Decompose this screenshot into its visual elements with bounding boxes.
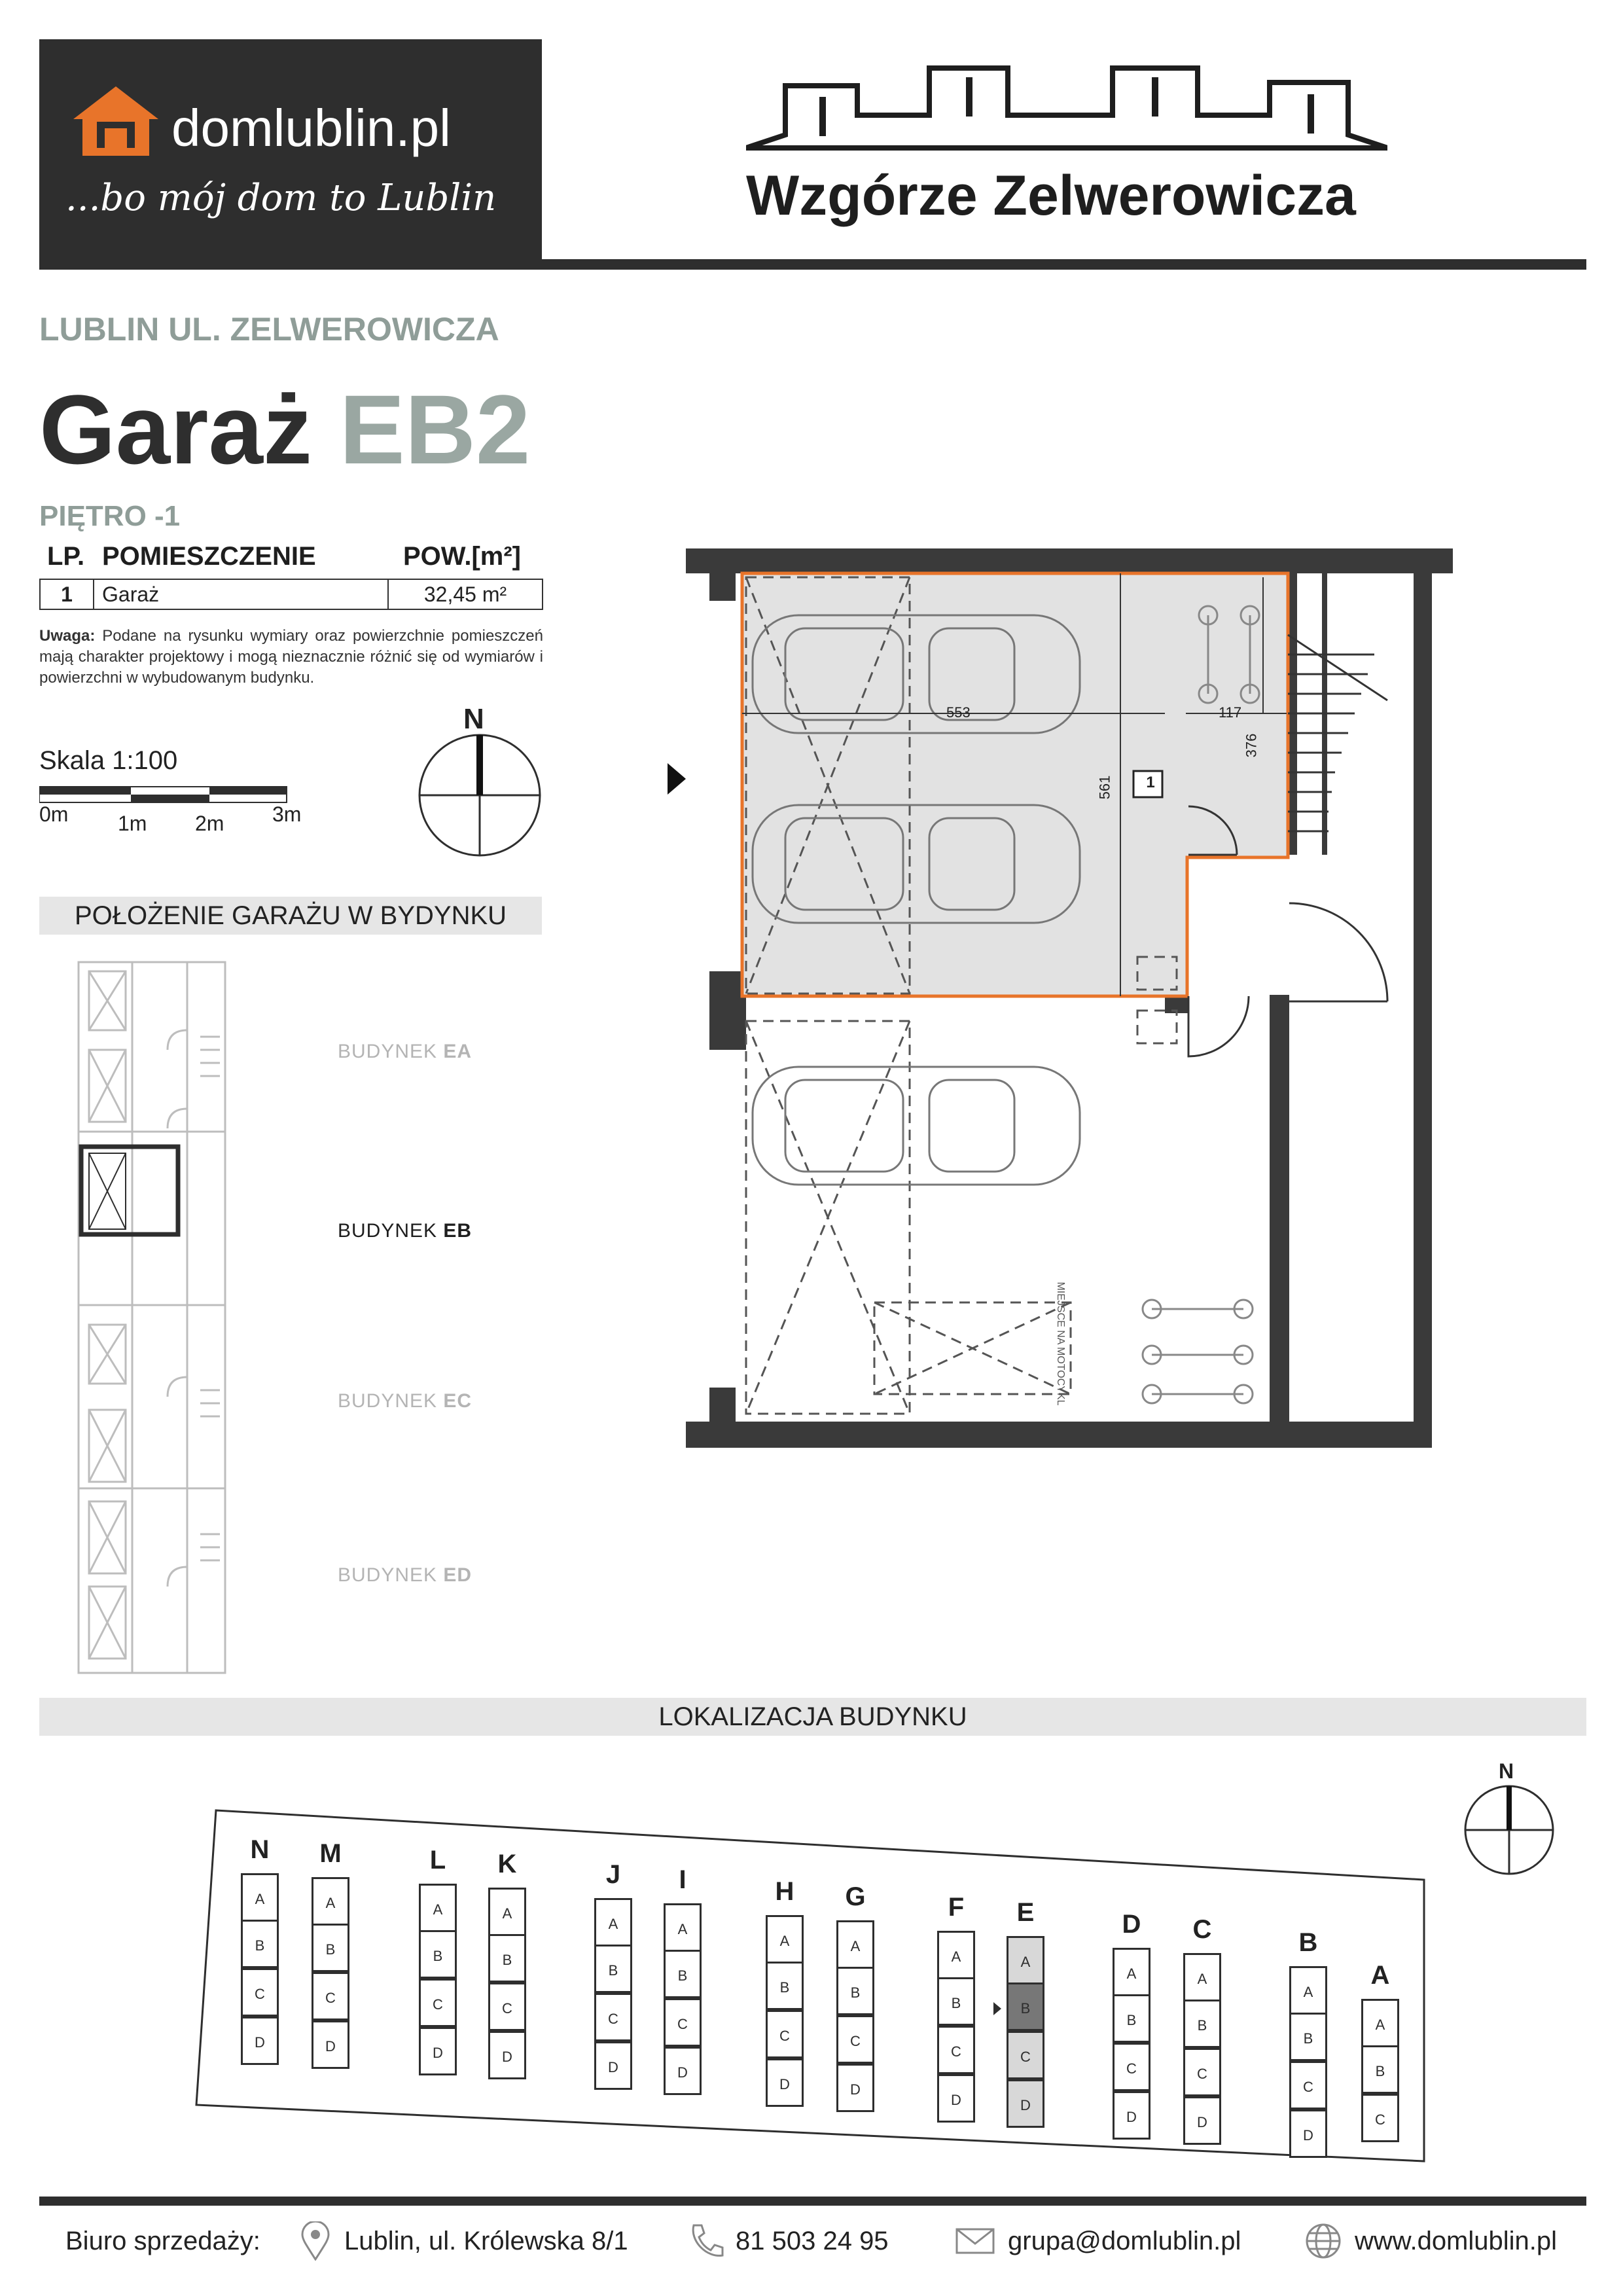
- site-building-segment: D: [419, 2027, 457, 2075]
- site-building-segment: B: [1361, 2045, 1399, 2094]
- site-building-segment: C: [836, 2015, 874, 2064]
- note: [39, 626, 543, 689]
- scale-tick-2: 2m: [195, 812, 224, 835]
- row-room: Garaż: [102, 583, 160, 606]
- site-building-segment: B: [419, 1930, 457, 1979]
- garage-eb2-area: [742, 573, 1288, 996]
- site-building-segment: B: [1289, 2013, 1327, 2061]
- building-eb-label: BUDYNEK EB: [338, 1220, 473, 1242]
- scale-tick-0: 0m: [39, 802, 69, 826]
- site-building-segment: B: [766, 1962, 804, 2010]
- site-building-segment: D: [836, 2064, 874, 2112]
- dim-376: 376: [1243, 733, 1260, 758]
- site-building-letter: M: [319, 1839, 342, 1868]
- compass-icon: [1463, 1784, 1555, 1876]
- compass2-north-label: N: [1499, 1759, 1514, 1783]
- site-building-segment: C: [766, 2010, 804, 2058]
- floor-label: PIĘTRO -1: [39, 500, 181, 532]
- site-building-letter: L: [429, 1846, 446, 1874]
- site-building-segment: A: [1361, 1999, 1399, 2047]
- location-section-title: LOKALIZACJA BUDYNKU: [39, 1698, 1586, 1736]
- email-address[interactable]: grupa@domlublin.pl: [1008, 2227, 1241, 2255]
- building-position-diagram: [76, 958, 228, 1678]
- site-building-segment: C: [1007, 2031, 1044, 2079]
- dim-561: 561: [1096, 775, 1113, 800]
- site-building-segment: B: [836, 1967, 874, 2015]
- site-building-segment: B: [1007, 1982, 1044, 2031]
- site-building-letter: G: [845, 1882, 866, 1911]
- site-building-segment: C: [1113, 2043, 1150, 2091]
- site-building-segment: A: [488, 1888, 526, 1936]
- site-building-segment: D: [664, 2047, 702, 2095]
- dim-117: 117: [1219, 704, 1242, 721]
- site-building-segment: C: [419, 1979, 457, 2027]
- website-url[interactable]: www.domlublin.pl: [1355, 2227, 1558, 2255]
- site-building-segment: A: [241, 1873, 279, 1922]
- title-code: EB2: [339, 374, 531, 484]
- phone-icon: [687, 2223, 724, 2259]
- site-building-letter: F: [948, 1893, 965, 1922]
- site-building-segment: D: [1113, 2091, 1150, 2140]
- site-building-segment: C: [1289, 2061, 1327, 2109]
- site-building-segment: D: [1289, 2109, 1327, 2158]
- site-building-segment: B: [937, 1977, 975, 2026]
- site-building-segment: A: [312, 1877, 349, 1926]
- title-word: Garaż: [39, 374, 312, 484]
- site-building-letter: N: [250, 1835, 270, 1864]
- site-building-segment: D: [766, 2058, 804, 2107]
- dim-553: 553: [946, 704, 971, 721]
- site-building-letter: A: [1370, 1961, 1390, 1990]
- site-building-segment: D: [594, 2041, 632, 2090]
- note-label: Uwaga:: [39, 627, 96, 645]
- site-building-segment: D: [241, 2017, 279, 2065]
- phone-number[interactable]: 81 503 24 95: [736, 2227, 889, 2255]
- scale-tick-1: 1m: [118, 812, 147, 835]
- site-building-segment: B: [594, 1945, 632, 1993]
- site-building-segment: A: [419, 1884, 457, 1932]
- site-building-letter: B: [1298, 1928, 1318, 1957]
- scale-label: Skala 1:100: [39, 746, 178, 775]
- building-ea-label: BUDYNEK EA: [338, 1041, 473, 1062]
- site-building-segment: D: [312, 2020, 349, 2069]
- row-area: 32,45 m²: [423, 583, 507, 606]
- table-header-lp: LP.: [47, 542, 85, 571]
- site-building-segment: D: [937, 2074, 975, 2123]
- moto-label: MIEJSCE NA MOTOCYKL: [1055, 1282, 1066, 1406]
- table-row: [39, 579, 543, 610]
- site-building-letter: J: [605, 1860, 621, 1889]
- house-icon: [68, 82, 164, 161]
- location-pin-icon: [301, 2221, 330, 2261]
- site-building-segment: A: [937, 1931, 975, 1979]
- site-building-segment: C: [1183, 2048, 1221, 2096]
- table-header-room: POMIESZCZENIE: [102, 542, 316, 571]
- sales-office-label: Biuro sprzedaży:: [65, 2227, 260, 2255]
- site-building-segment: C: [241, 1968, 279, 2017]
- location-line: LUBLIN UL. ZELWEROWICZA: [39, 311, 499, 348]
- site-building-letter: C: [1192, 1915, 1212, 1944]
- site-building-segment: B: [241, 1920, 279, 1968]
- site-building-segment: B: [488, 1934, 526, 1982]
- site-building-segment: A: [1289, 1966, 1327, 2015]
- scale-tick-3: 3m: [272, 802, 302, 826]
- position-section-title: POŁOŻENIE GARAŻU W BYDYNKU: [39, 897, 542, 935]
- site-building-segment: D: [1183, 2096, 1221, 2145]
- site-building-letter: K: [497, 1850, 517, 1878]
- site-building-segment: C: [488, 1982, 526, 2031]
- email-icon: [955, 2228, 995, 2254]
- table-header-area: POW.[m²]: [403, 542, 521, 571]
- site-building-letter: D: [1122, 1910, 1141, 1939]
- header-divider: [39, 259, 1586, 270]
- site-building-segment: C: [937, 2026, 975, 2074]
- site-building-letter: H: [775, 1877, 794, 1906]
- site-plan: [194, 1808, 1440, 2164]
- site-building-segment: D: [1007, 2079, 1044, 2128]
- site-building-segment: A: [594, 1898, 632, 1946]
- site-building-segment: A: [1183, 1953, 1221, 2001]
- site-building-segment: B: [664, 1950, 702, 1998]
- site-building-segment: B: [1183, 2000, 1221, 2048]
- note-text: Podane na rysunku wymiary oraz powierzchnie pomieszczeń mają charakter projektowy i mogą nieznacznie różnić się od wymiarów i powierzchni w wybudowanym budynku.: [39, 627, 543, 687]
- building-ed-label: BUDYNEK ED: [338, 1564, 473, 1586]
- stairs-icon: [1288, 635, 1387, 831]
- site-building-segment: A: [836, 1920, 874, 1969]
- compass-north-label: N: [463, 703, 484, 735]
- compass-icon: [418, 733, 542, 857]
- site-building-segment: C: [594, 1993, 632, 2041]
- site-building-segment: C: [1361, 2094, 1399, 2142]
- skyline-icon: [746, 63, 1387, 154]
- page-title: [39, 373, 530, 486]
- globe-icon: [1305, 2223, 1342, 2259]
- site-building-letter: E: [1016, 1898, 1035, 1927]
- site-building-segment: A: [766, 1915, 804, 1964]
- row-lp: 1: [61, 583, 73, 606]
- site-building-segment: A: [1007, 1936, 1044, 1984]
- site-building-segment: A: [664, 1903, 702, 1952]
- sales-office-address[interactable]: Lublin, ul. Królewska 8/1: [344, 2227, 628, 2255]
- site-building-segment: B: [1113, 1994, 1150, 2043]
- site-building-segment: D: [488, 2031, 526, 2079]
- logo-name: domlublin.pl: [171, 99, 451, 157]
- project-name: Wzgórze Zelwerowicza: [746, 164, 1356, 227]
- building-ec-label: BUDYNEK EC: [338, 1390, 473, 1412]
- site-building-segment: C: [312, 1972, 349, 2020]
- site-building-segment: B: [312, 1924, 349, 1972]
- logo-tagline: ...bo mój dom to Lublin: [65, 177, 497, 219]
- room-number: 1: [1146, 774, 1155, 791]
- site-building-segment: A: [1113, 1948, 1150, 1996]
- footer-divider: [39, 2197, 1586, 2206]
- site-building-segment: C: [664, 1998, 702, 2047]
- site-building-letter: I: [679, 1865, 687, 1894]
